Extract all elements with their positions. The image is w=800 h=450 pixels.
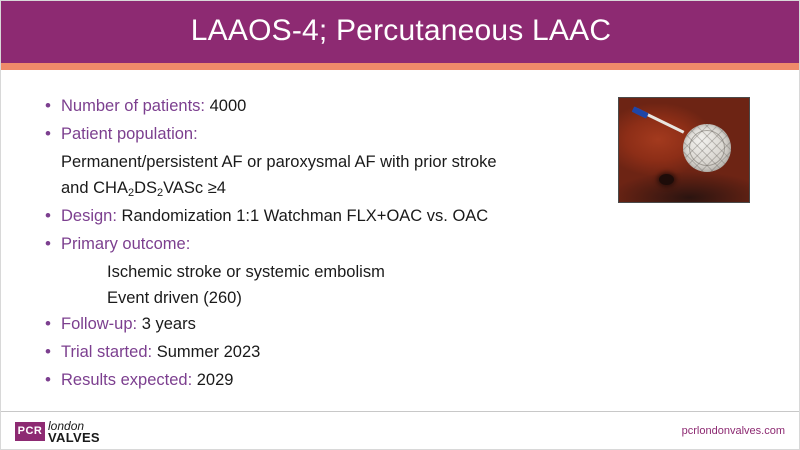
list-item-label: Patient population: <box>61 125 198 143</box>
population-line-1: Permanent/persistent AF or paroxysmal AF with prior stroke <box>61 153 497 171</box>
occluder-mesh <box>683 124 731 172</box>
list-item-value: 4000 <box>209 97 247 115</box>
bullet-list <box>45 93 615 395</box>
list-item-label: Trial started: <box>61 343 153 361</box>
list-item <box>45 311 615 337</box>
list-item <box>45 231 615 257</box>
population-middle: DS <box>134 179 157 197</box>
logo-word-london: london <box>48 419 85 433</box>
list-item-text <box>61 203 488 229</box>
bullet-icon: • <box>45 234 51 253</box>
list-item-text <box>61 121 198 147</box>
pcr-london-valves-logo <box>15 419 119 445</box>
pcr-logo-mark: PCR <box>15 422 45 441</box>
list-item-text <box>61 367 233 393</box>
bullet-icon: • <box>45 96 51 115</box>
list-item-text <box>61 339 260 365</box>
bullet-icon: • <box>45 206 51 225</box>
primary-outcome-line-2: Event driven (260) <box>107 289 242 307</box>
laa-occluder-device-photo <box>618 97 750 203</box>
page-title: LAAOS-4; Percutaneous LAAC <box>190 14 612 47</box>
bullet-icon: • <box>45 314 51 333</box>
tissue-shadow <box>618 170 750 203</box>
footer-divider <box>1 411 800 412</box>
population-subscript-2: 2 <box>157 187 164 199</box>
list-item <box>45 203 615 229</box>
appendage-ostium <box>659 174 674 185</box>
logo-word-valves: VALVES <box>48 430 100 445</box>
list-item <box>45 339 615 365</box>
list-item-value: Randomization 1:1 Watchman FLX+OAC vs. OAC <box>121 207 489 225</box>
list-item-value: 3 years <box>141 315 196 333</box>
list-item-label: Follow-up: <box>61 315 138 333</box>
list-item-value: Summer 2023 <box>156 343 261 361</box>
population-subscript-1: 2 <box>127 187 135 199</box>
list-item-text <box>61 231 190 257</box>
list-item-label: Design: <box>61 207 117 225</box>
list-item <box>45 121 615 147</box>
footer-website: pcrlondonvalves.com <box>681 425 785 437</box>
list-item-label: Results expected: <box>61 371 193 389</box>
list-item <box>45 367 615 393</box>
bullet-icon: • <box>45 370 51 389</box>
list-item-label: Number of patients: <box>61 97 205 115</box>
primary-outcome-line-1: Ischemic stroke or systemic embolism <box>107 263 385 281</box>
list-item-text <box>61 311 196 337</box>
population-line-2 <box>61 175 615 203</box>
bullet-icon: • <box>45 342 51 361</box>
list-item-value: 2029 <box>196 371 234 389</box>
list-item <box>45 93 615 119</box>
population-suffix: VASc ≥4 <box>163 179 226 197</box>
accent-divider <box>1 63 800 70</box>
bullet-icon: • <box>45 124 51 143</box>
list-item-text <box>61 93 246 119</box>
population-prefix: and CHA <box>61 179 128 197</box>
list-item-label: Primary outcome: <box>61 235 191 253</box>
